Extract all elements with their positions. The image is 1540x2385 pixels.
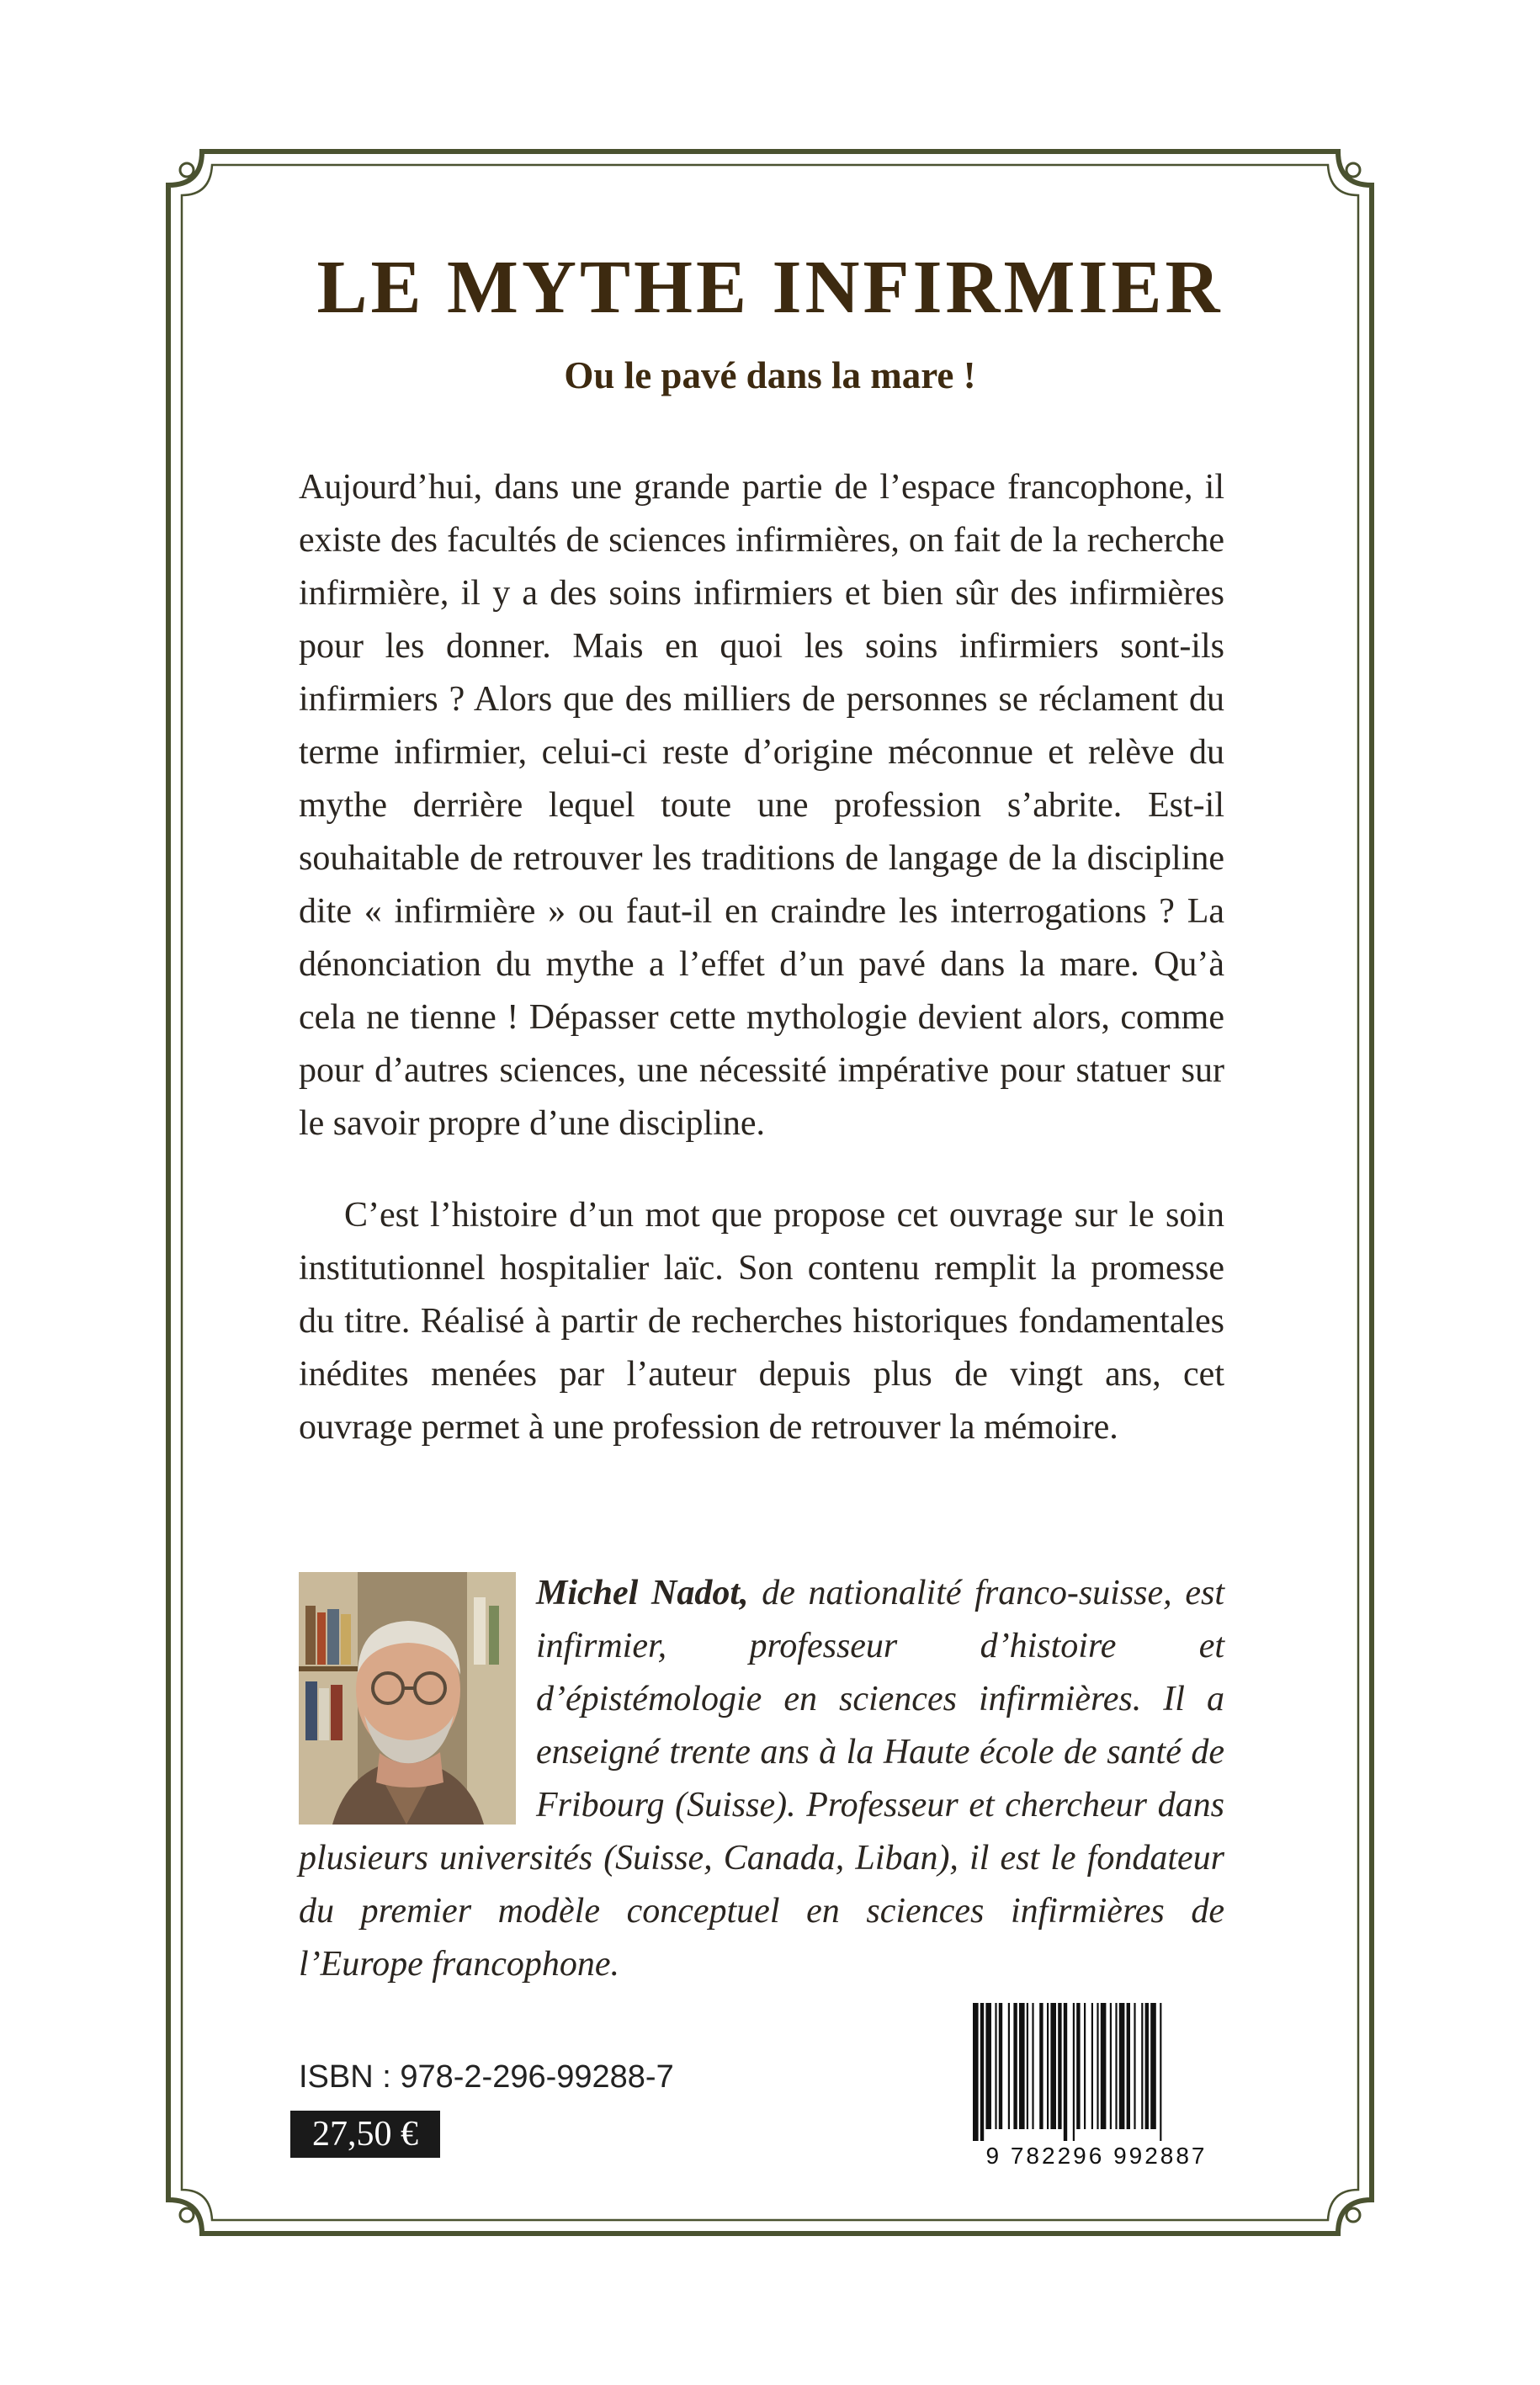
- barcode-bar: [1013, 2003, 1017, 2129]
- barcode-bar: [985, 2003, 991, 2129]
- blurb-paragraph-1: Aujourd’hui, dans une grande partie de l’espace francophone, il existe des facultés de sciences infirmières, on fait de la recherche infirmière, il y a des soins infirmiers et bien sûr des infirmières pour les donner. Mais en quoi les soins infirmiers sont-ils infirmiers ? Alors que des milliers de personnes se réclament du terme infirmier, celui-ci reste d’origine méconnue et relève du mythe derrière lequel toute une profession s’abrite. Est-il souhaitable de retrouver les traditions de langage de la discipline dite « infirmière » ou faut-il en craindre les interrogations ? La dénonciation du mythe a l’effet d’un pavé dans la mare. Qu’à cela ne tienne ! Dépasser cette mythologie devient alors, comme pour d’autres sciences, une nécessité impérative pour statuer sur le savoir propre d’une discipline.: [299, 468, 1224, 1143]
- barcode-bar: [1115, 2003, 1117, 2129]
- barcode-bar: [1019, 2003, 1025, 2129]
- barcode-bars: [966, 2000, 1227, 2141]
- barcode-bar: [1097, 2003, 1098, 2129]
- barcode-bar: [1008, 2003, 1010, 2129]
- barcode-bar: [1050, 2003, 1056, 2129]
- barcode-bar: [999, 2003, 1002, 2129]
- barcode-number: 9 782296 992887: [985, 2143, 1208, 2169]
- frame-corner-dot: [1346, 163, 1360, 177]
- author-name: Michel Nadot,: [536, 1574, 749, 1612]
- barcode-bar: [1064, 2003, 1067, 2141]
- barcode-bar: [1076, 2003, 1080, 2129]
- frame-corner-dot: [180, 163, 194, 177]
- frame-corner-dot: [1346, 2208, 1360, 2222]
- barcode-bar: [995, 2003, 996, 2129]
- author-bio-text: de nationalité franco-suisse, est infirmier, professeur d’histoire et d’épistémologie en sciences infirmières. Il a enseigné trente ans à la Haute école de santé de Fribourg (Suisse). Professeur et chercheur dans plusieurs universités (Suisse, Canada, Liban), il est le fondateur du premier modèle conceptuel en sciences infirmières de l’Europe francophone.: [299, 1574, 1224, 1984]
- barcode-bar: [1039, 2003, 1043, 2129]
- frame-corner-dot: [180, 2208, 194, 2222]
- author-bio-block: [299, 1567, 1224, 1991]
- barcode-bar: [1160, 2003, 1161, 2141]
- barcode-bar: [1073, 2003, 1075, 2141]
- barcode-bar: [1084, 2003, 1086, 2129]
- blurb-paragraph-2: C’est l’histoire d’un mot que propose cet ouvrage sur le soin institutionnel hospitalier laïc. Son contenu remplit la promesse du titre. Réalisé à partir de recherches historiques fondamentales inédites menées par l’auteur depuis plus de vingt ans, cet ouvrage permet à une profession de retrouver la mémoire.: [299, 1196, 1224, 1447]
- barcode-bar: [1127, 2003, 1130, 2129]
- barcode-bar: [980, 2003, 984, 2141]
- barcode-bar: [1058, 2003, 1061, 2129]
- isbn-label: ISBN : 978-2-296-99288-7: [299, 2059, 674, 2095]
- barcode-bar: [1091, 2003, 1093, 2129]
- barcode-bar: [1145, 2003, 1149, 2129]
- barcode-bar: [1150, 2003, 1156, 2129]
- barcode-bar: [1141, 2003, 1143, 2129]
- barcode-bar: [1134, 2003, 1135, 2129]
- barcode-bar: [1101, 2003, 1107, 2129]
- barcode-bar: [1110, 2003, 1112, 2129]
- barcode-bar: [973, 2003, 979, 2141]
- barcode-bar: [1119, 2003, 1125, 2129]
- barcode: [966, 2000, 1227, 2168]
- barcode-bar: [1027, 2003, 1028, 2129]
- price-tag: 27,50 €: [290, 2111, 440, 2158]
- book-title: LE MYTHE INFIRMIER: [316, 246, 1224, 329]
- barcode-bar: [1032, 2003, 1033, 2129]
- book-subtitle: Ou le pavé dans la mare !: [564, 354, 976, 396]
- barcode-bar: [1047, 2003, 1049, 2129]
- author-photo: [299, 1572, 516, 1825]
